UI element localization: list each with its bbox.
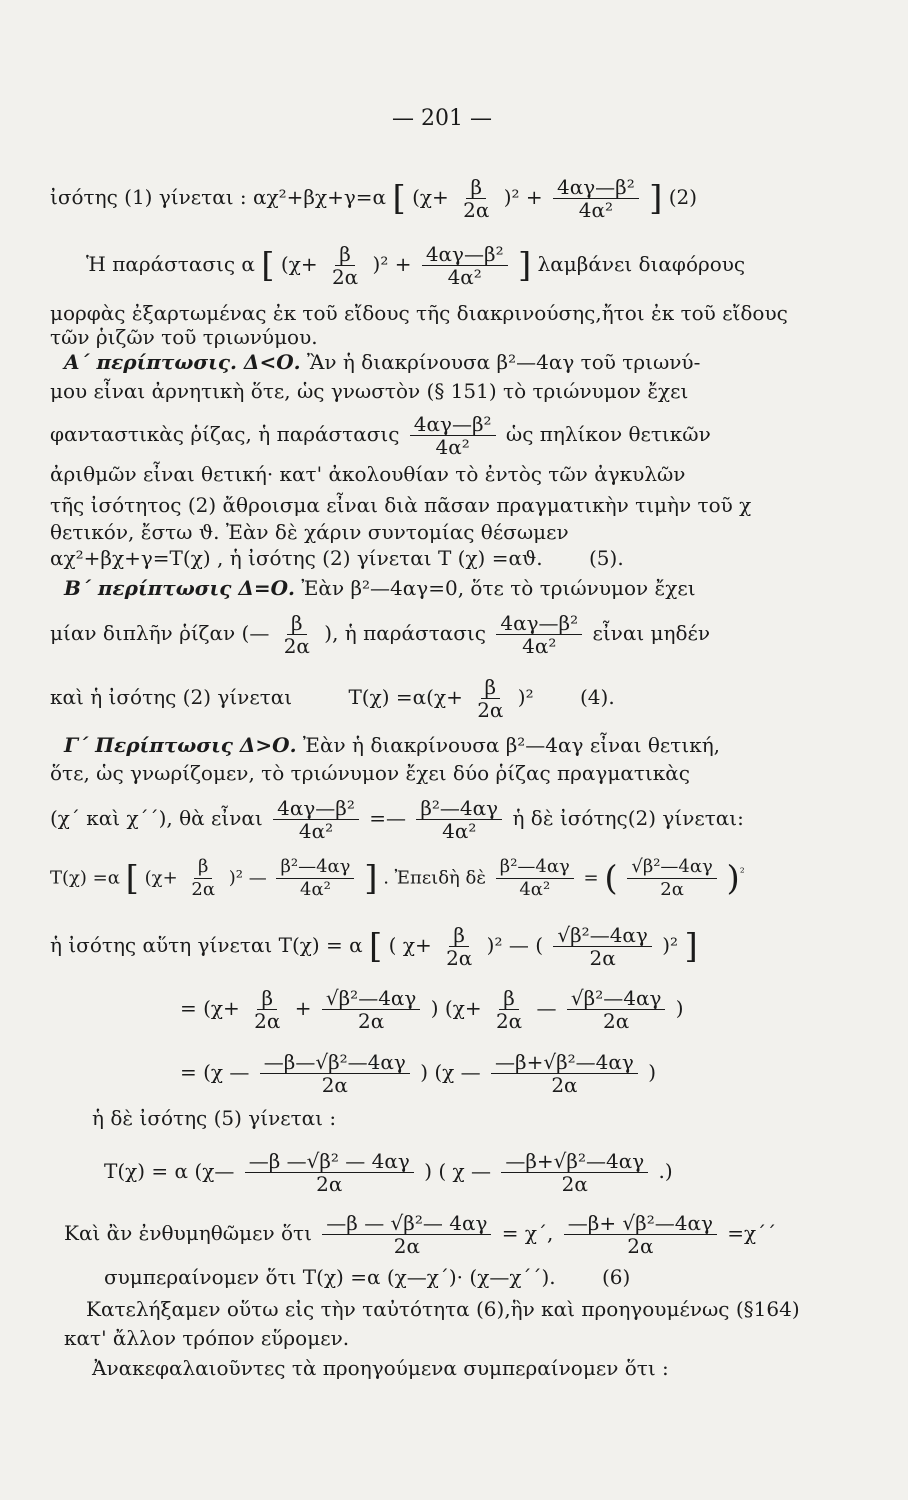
- denominator: 4α²: [578, 198, 613, 222]
- denominator: 2α: [283, 634, 310, 658]
- denominator: 2α: [393, 1234, 420, 1258]
- text: ): [648, 1060, 657, 1084]
- text: συμπεραίνομεν ὅτι Τ(χ) =α (χ—χ΄)· (χ—χ΄΄).: [104, 1265, 556, 1289]
- bracket-close: ]: [517, 245, 532, 286]
- text: φανταστικὰς ῥίζας, ἡ παράστασις: [50, 422, 400, 446]
- fraction: [473, 676, 507, 721]
- fraction: [187, 856, 219, 901]
- case-c-heading: [64, 732, 720, 758]
- fraction: [245, 1150, 414, 1195]
- text: Ἡ παράστασις α: [86, 252, 255, 276]
- expression-line: [86, 243, 745, 288]
- bracket-open: [: [369, 926, 383, 967]
- text-line: μορφὰς ἐξαρτωμένας ἐκ τοῦ εἴδους τῆς διακρινούσης,ἤτοι ἐκ τοῦ εἴδους: [50, 301, 788, 325]
- fraction: [328, 243, 362, 288]
- denominator: 2α: [331, 265, 359, 289]
- numerator: 4αγ—β²: [496, 612, 582, 635]
- paren-open: (: [604, 858, 618, 899]
- case-title: Β΄ περίπτωσις Δ=Ο.: [64, 576, 296, 600]
- text: ): [675, 996, 684, 1020]
- equation-6-line: [104, 1264, 630, 1290]
- denominator: 2α: [191, 879, 216, 900]
- text: καὶ ἡ ἰσότης (2) γίνεται: [50, 685, 293, 709]
- denominator: 2α: [561, 1172, 588, 1196]
- text: )²: [662, 933, 679, 957]
- fraction: [273, 797, 359, 842]
- numerator: —β+√β²—4αγ: [491, 1051, 638, 1074]
- text: Τ(χ) = α (χ—: [104, 1159, 235, 1183]
- equation-2-line: [50, 176, 697, 221]
- numerator: β: [257, 987, 277, 1010]
- bracket-open: [: [125, 858, 139, 899]
- numerator: 4αγ—β²: [553, 176, 639, 199]
- fraction: [322, 987, 421, 1032]
- text: αχ²+βχ+γ=Τ(χ) , ἡ ἰσότης (2) γίνεται Τ (χ) =αϑ.: [50, 546, 543, 570]
- expression-line: [64, 1212, 776, 1257]
- text: ( χ+: [388, 933, 432, 957]
- text: (χ+: [144, 867, 178, 889]
- fraction: [492, 987, 526, 1032]
- denominator: 2α: [627, 1234, 654, 1258]
- page-number: — 201 —: [392, 106, 492, 131]
- numerator: β: [287, 612, 307, 635]
- denominator: 2α: [358, 1009, 385, 1033]
- expression-line: [180, 1051, 656, 1096]
- numerator: β²—4αγ: [276, 856, 354, 879]
- equation-number: (4).: [579, 685, 615, 709]
- denominator: 4α²: [442, 819, 477, 843]
- equation-number: (5).: [589, 546, 624, 570]
- numerator: —β—√β²—4αγ: [260, 1051, 410, 1074]
- text: . Ἐπειδὴ δὲ: [383, 867, 487, 889]
- text: ) ( χ —: [424, 1159, 491, 1183]
- text: εἶναι μηδέν: [592, 621, 711, 645]
- expression-line: [180, 987, 684, 1032]
- expression-line: [50, 924, 698, 969]
- equation-number: (6): [601, 1265, 631, 1289]
- text: = χ΄,: [501, 1221, 554, 1245]
- expression-line: [50, 413, 711, 458]
- fraction: [627, 856, 716, 901]
- numerator: β²—4αγ: [416, 797, 502, 820]
- fraction: [496, 856, 574, 901]
- text: )² — (: [486, 933, 544, 957]
- text: μίαν διπλῆν ῥίζαν (—: [50, 621, 270, 645]
- fraction: [491, 1051, 638, 1096]
- equation-5-line: [50, 545, 624, 571]
- text: =: [583, 867, 599, 889]
- text: = (χ+: [180, 996, 240, 1020]
- case-title: Γ΄ Περίπτωσις Δ>Ο.: [64, 733, 297, 757]
- text: ἡ δὲ ἰσότης(2) γίνεται:: [512, 806, 744, 830]
- denominator: 4α²: [298, 819, 334, 843]
- equation-number: (2): [668, 185, 698, 209]
- fraction: [459, 176, 493, 221]
- text: (χ+: [280, 252, 318, 276]
- text: = (χ —: [180, 1060, 250, 1084]
- numerator: β: [466, 176, 486, 199]
- text-line: ἡ δὲ ἰσότης (5) γίνεται :: [92, 1106, 337, 1130]
- text: ), ἡ παράστασις: [324, 621, 486, 645]
- fraction: [442, 924, 476, 969]
- fraction: [250, 987, 284, 1032]
- denominator: 2α: [551, 1073, 578, 1097]
- numerator: β: [194, 856, 212, 879]
- text: ἰσότης (1) γίνεται : αχ²+βχ+γ=α: [50, 185, 387, 209]
- text: =—: [369, 806, 406, 830]
- text: Τ(χ) =α(χ+: [348, 685, 463, 709]
- text: Ἐὰν β²—4αγ=0, ὅτε τὸ τριώνυμον ἔχει: [301, 576, 696, 600]
- numerator: 4αγ—β²: [422, 243, 508, 266]
- fraction: [410, 413, 496, 458]
- text-line: τῶν ῥιζῶν τοῦ τριωνύμου.: [50, 325, 318, 349]
- denominator: 2α: [316, 1172, 343, 1196]
- text: ) (χ —: [420, 1060, 481, 1084]
- text: )² +: [372, 252, 412, 276]
- numerator: β: [481, 676, 501, 699]
- case-title: Α΄ περίπτωσις. Δ<Ο.: [64, 350, 301, 374]
- text: +: [294, 996, 312, 1020]
- numerator: √β²—4αγ: [567, 987, 666, 1010]
- fraction: [553, 176, 639, 221]
- fraction: [553, 924, 652, 969]
- bracket-close: ]: [364, 858, 378, 899]
- text: λαμβάνει διαφόρους: [537, 252, 746, 276]
- text-line: ἀριθμῶν εἶναι θετική· κατ' ἀκολουθίαν τὸ ἐντὸς τῶν ἀγκυλῶν: [50, 462, 686, 486]
- text-line: Ἀνακεφαλαιοῦντες τὰ προηγούμενα συμπεραίνομεν ὅτι :: [92, 1356, 669, 1380]
- denominator: 2α: [321, 1073, 348, 1097]
- fraction: [564, 1212, 717, 1257]
- fraction: [276, 856, 354, 901]
- text: =χ΄΄: [727, 1221, 777, 1245]
- text-line: θετικόν, ἔστω ϑ. Ἐὰν δὲ χάριν συντομίας θέσωμεν: [50, 520, 569, 544]
- text-line: ὅτε, ὡς γνωρίζομεν, τὸ τριώνυμον ἔχει δύο ῥίζας πραγματικὰς: [50, 761, 690, 785]
- text: ) (χ+: [430, 996, 482, 1020]
- denominator: 4α²: [435, 435, 470, 459]
- numerator: √β²—4αγ: [553, 924, 652, 947]
- fraction: [567, 987, 666, 1032]
- case-b-heading: [64, 575, 696, 601]
- text-line: τῆς ἰσότητος (2) ἄθροισμα εἶναι διὰ πᾶσαν πραγματικὴν τιμὴν τοῦ χ: [50, 493, 752, 517]
- denominator: 4α²: [522, 634, 557, 658]
- numerator: β: [499, 987, 519, 1010]
- text: Ἐὰν ἡ διακρίνουσα β²—4αγ εἶναι θετική,: [302, 733, 721, 757]
- numerator: √β²—4αγ: [322, 987, 421, 1010]
- text: .): [658, 1159, 673, 1183]
- exponent: ²: [739, 865, 745, 880]
- denominator: 2α: [254, 1009, 281, 1033]
- text-line: μου εἶναι ἀρνητικὴ ὅτε, ὡς γνωστὸν (§ 151) τὸ τριώνυμον ἔχει: [50, 379, 689, 403]
- case-a-heading: [64, 349, 700, 375]
- numerator: β: [449, 924, 469, 947]
- numerator: 4αγ—β²: [410, 413, 496, 436]
- expression-line: [104, 1150, 673, 1195]
- text: (χ΄ καὶ χ΄΄), θὰ εἶναι: [50, 806, 263, 830]
- bracket-close: ]: [684, 926, 698, 967]
- expression-line: [50, 797, 744, 842]
- denominator: 2α: [589, 946, 616, 970]
- denominator: 2α: [446, 946, 473, 970]
- fraction: [422, 243, 508, 288]
- fraction: [260, 1051, 410, 1096]
- denominator: 2α: [660, 879, 684, 900]
- numerator: 4αγ—β²: [273, 797, 359, 820]
- paren-close: ): [726, 858, 740, 899]
- numerator: —β — √β²— 4αγ: [322, 1212, 491, 1235]
- bracket-open: [: [261, 245, 275, 286]
- text-line: κατ' ἄλλον τρόπον εὕρομεν.: [64, 1326, 350, 1350]
- denominator: 2α: [463, 198, 490, 222]
- text: Ἂν ἡ διακρίνουσα β²—4αγ τοῦ τριωνύ-: [306, 350, 701, 374]
- denominator: 4α²: [519, 879, 551, 900]
- fraction: [280, 612, 314, 657]
- expression-line: [50, 612, 710, 657]
- numerator: —β+ √β²—4αγ: [564, 1212, 717, 1235]
- fraction: [501, 1150, 648, 1195]
- denominator: 2α: [477, 698, 504, 722]
- text: Καὶ ἂν ἐνθυμηθῶμεν ὅτι: [64, 1221, 312, 1245]
- denominator: 4α²: [447, 265, 482, 289]
- equation-4-line: [50, 676, 615, 721]
- numerator: β²—4αγ: [496, 856, 574, 879]
- text: ὡς πηλίκον θετικῶν: [505, 422, 711, 446]
- denominator: 2α: [495, 1009, 523, 1033]
- expression-line: [50, 856, 745, 901]
- text-line: Κατελήξαμεν οὕτω εἰς τὴν ταὐτότητα (6),ἣν καὶ προηγουμένως (§164): [86, 1297, 800, 1321]
- bracket-close: ]: [649, 178, 663, 219]
- numerator: β: [335, 243, 355, 266]
- fraction: [496, 612, 582, 657]
- text: ἡ ἰσότης αὕτη γίνεται Τ(χ) = α: [50, 933, 363, 957]
- bracket-open: [: [392, 178, 406, 219]
- text: —: [536, 996, 557, 1020]
- text: )²: [517, 685, 534, 709]
- numerator: √β²—4αγ: [627, 856, 716, 879]
- numerator: —β —√β² — 4αγ: [245, 1150, 414, 1173]
- text: (χ+: [412, 185, 449, 209]
- fraction: [416, 797, 502, 842]
- denominator: 2α: [603, 1009, 630, 1033]
- denominator: 4α²: [300, 879, 331, 900]
- text: )² —: [228, 867, 267, 889]
- numerator: —β+√β²—4αγ: [501, 1150, 648, 1173]
- text: )² +: [503, 185, 543, 209]
- text: Τ(χ) =α: [50, 867, 120, 889]
- fraction: [322, 1212, 491, 1257]
